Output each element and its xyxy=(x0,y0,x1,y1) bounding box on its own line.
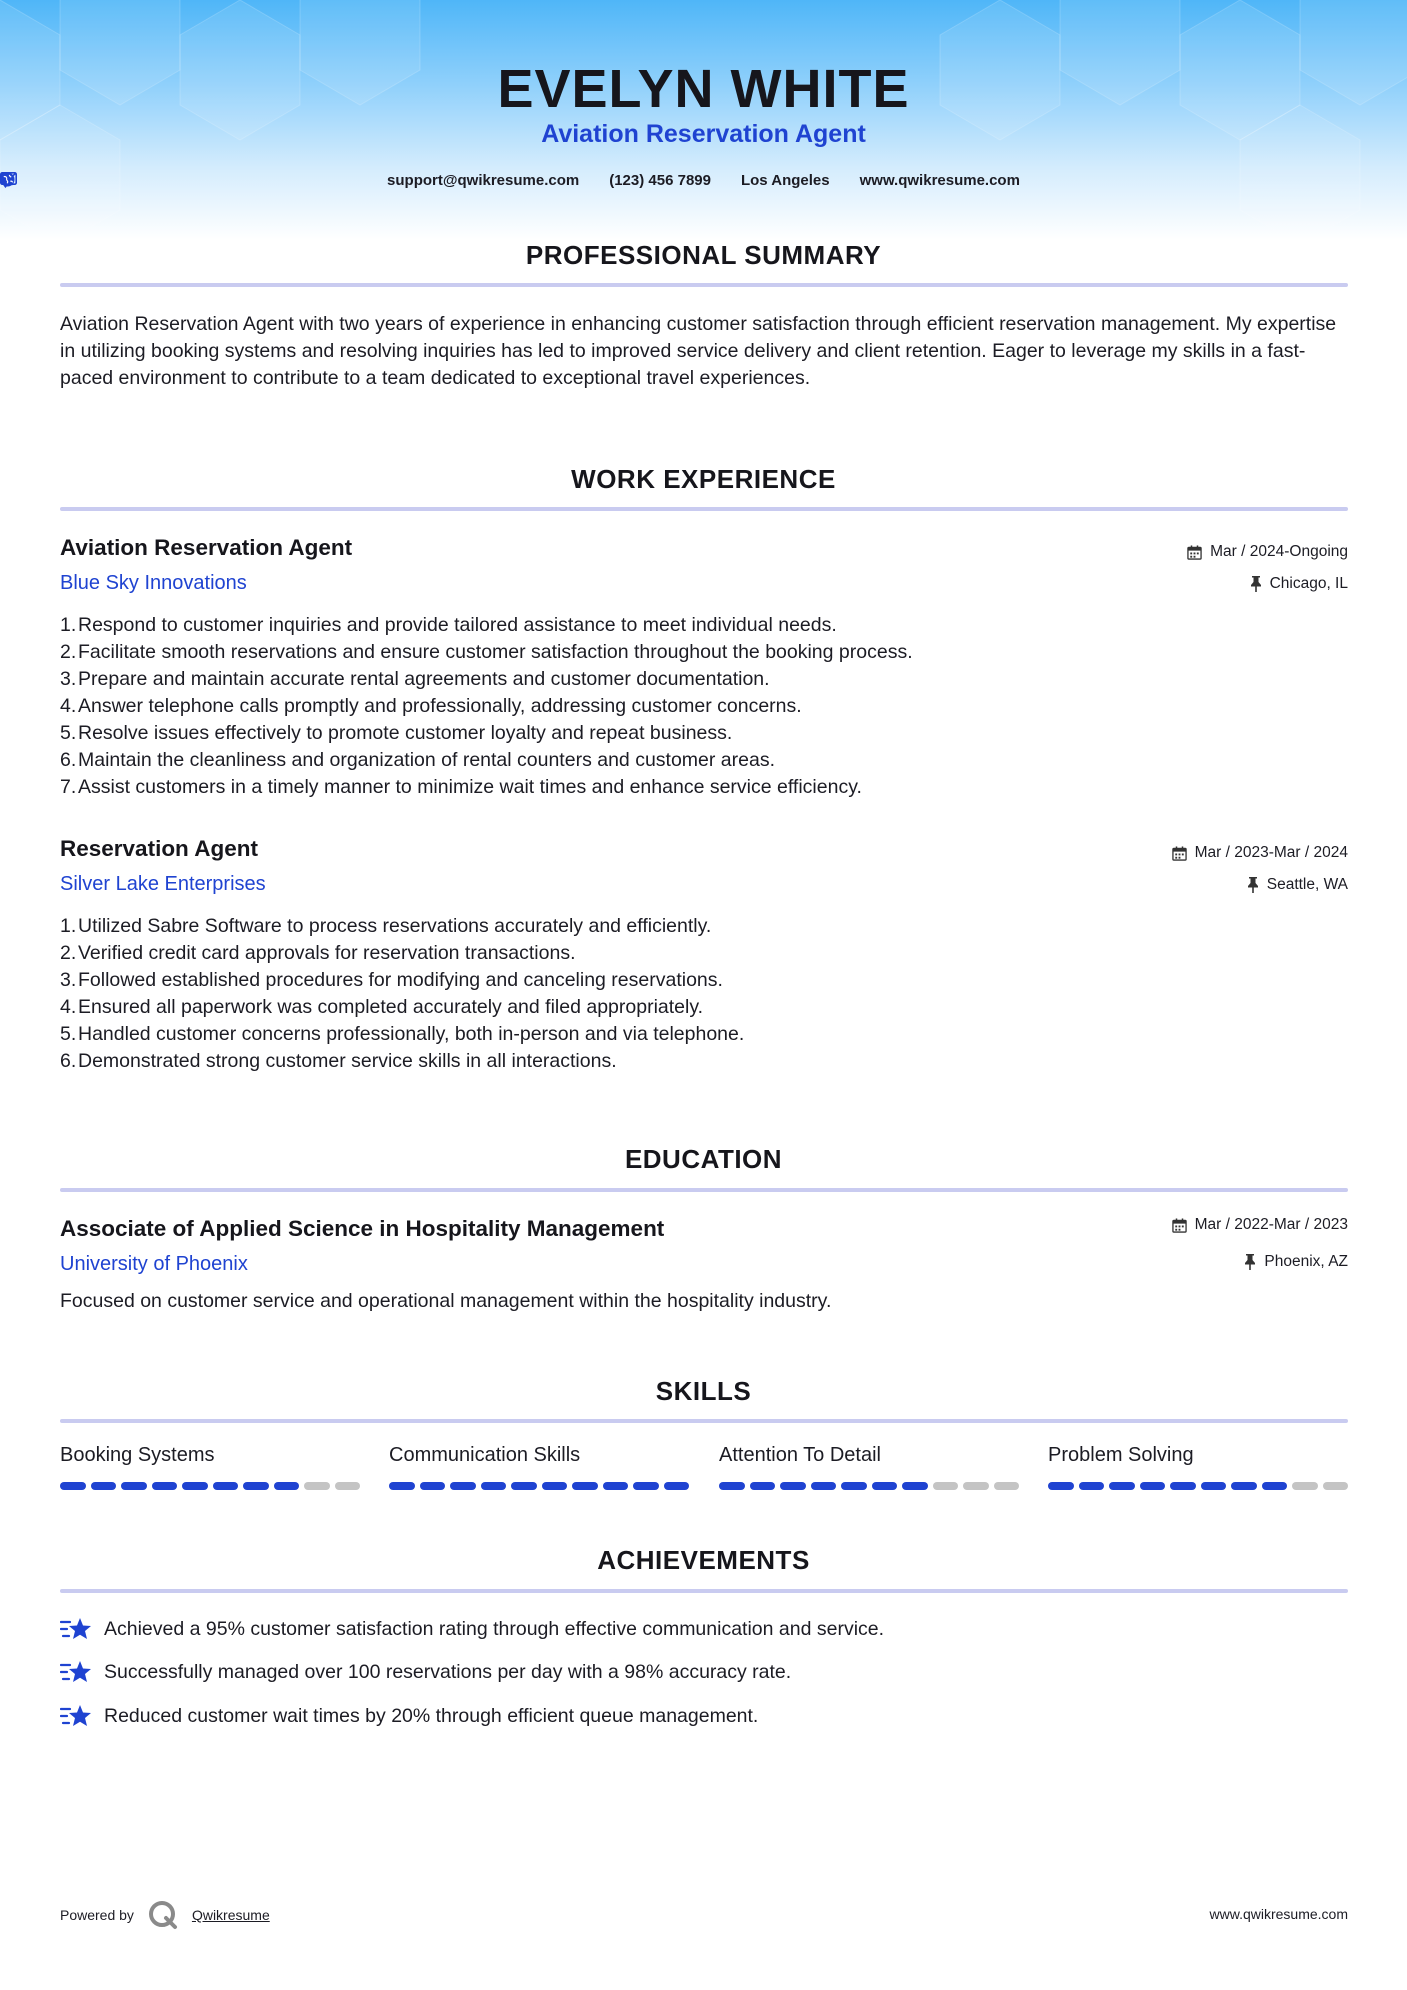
skill-segment-empty xyxy=(994,1482,1020,1490)
phone-text: (123) 456 7899 xyxy=(609,172,711,189)
skill-segment-filled xyxy=(60,1482,86,1490)
skill-segment-filled xyxy=(872,1482,898,1490)
contact-email[interactable] xyxy=(387,172,579,189)
candidate-role: Aviation Reservation Agent xyxy=(541,120,866,148)
list-item: 2. Facilitate smooth reservations and ensure customer satisfaction throughout the booking process. xyxy=(60,641,913,663)
job-company: Silver Lake Enterprises xyxy=(60,873,266,895)
job-location xyxy=(1250,575,1348,593)
job-dates-text: Mar / 2023-Mar / 2024 xyxy=(1194,844,1348,861)
skill-meter xyxy=(60,1482,360,1490)
shooting-star-icon xyxy=(60,1703,92,1729)
skill-segment-filled xyxy=(719,1482,745,1490)
skill-segment-empty xyxy=(963,1482,989,1490)
skill-segment-filled xyxy=(1109,1482,1135,1490)
skill-segment-filled xyxy=(542,1482,568,1490)
summary-divider xyxy=(60,283,1348,287)
achievements-divider xyxy=(60,1589,1348,1593)
skills-divider xyxy=(60,1419,1348,1423)
summary-text: Aviation Reservation Agent with two years of experience in enhancing customer satisfaction through efficient reservation management. My expertise in utilizing booking systems and resolving inquiries has led to improved service delivery and client retention. Eager to leverage my skills in a fast-paced environment to contribute to a team dedicated to exceptional travel experiences. xyxy=(60,313,1337,389)
skill-segment-filled xyxy=(811,1482,837,1490)
degree-title: Associate of Applied Science in Hospitality Management xyxy=(60,1216,665,1241)
contact-bar xyxy=(0,172,1407,189)
list-item: 4. Ensured all paperwork was completed accurately and filed appropriately. xyxy=(60,996,704,1018)
contact-location xyxy=(741,172,830,189)
skill-item xyxy=(389,1444,689,1490)
skill-segment-filled xyxy=(274,1482,300,1490)
skill-name: Communication Skills xyxy=(389,1444,581,1466)
candidate-name: EVELYN WHITE xyxy=(497,59,910,119)
skill-segment-filled xyxy=(243,1482,269,1490)
skill-segment-filled xyxy=(603,1482,629,1490)
duty-list xyxy=(60,612,1340,801)
achievement-text: Reduced customer wait times by 20% through efficient queue management. xyxy=(104,1704,759,1727)
skill-segment-filled xyxy=(389,1482,415,1490)
globe-icon xyxy=(0,172,15,187)
header-banner xyxy=(0,0,1407,240)
education-heading: EDUCATION xyxy=(624,1144,783,1174)
skill-segment-filled xyxy=(91,1482,117,1490)
website-text: www.qwikresume.com xyxy=(859,172,1020,189)
contact-website[interactable] xyxy=(860,172,1020,189)
job-location-text: Chicago, IL xyxy=(1269,575,1348,592)
email-text: support@qwikresume.com xyxy=(387,172,580,189)
job-dates xyxy=(1172,844,1348,862)
list-item: 1. Utilized Sabre Software to process reservations accurately and efficiently. xyxy=(60,915,712,937)
school-name: University of Phoenix xyxy=(60,1253,248,1275)
skill-segment-filled xyxy=(750,1482,776,1490)
skill-segment-empty xyxy=(1323,1482,1349,1490)
achievement-item xyxy=(60,1616,1340,1642)
calendar-icon xyxy=(1187,545,1202,560)
list-item: 1. Respond to customer inquiries and provide tailored assistance to meet individual needs. xyxy=(60,614,837,636)
skill-segment-filled xyxy=(450,1482,476,1490)
skill-meter xyxy=(719,1482,1019,1490)
skill-segment-filled xyxy=(572,1482,598,1490)
skill-segment-empty xyxy=(933,1482,959,1490)
skill-segment-empty xyxy=(304,1482,330,1490)
job-title: Reservation Agent xyxy=(60,836,258,861)
skill-segment-filled xyxy=(1048,1482,1074,1490)
list-item: 2. Verified credit card approvals for reservation transactions. xyxy=(60,942,576,964)
achievement-item xyxy=(60,1703,1340,1729)
list-item: 5. Handled customer concerns professionally, both in-person and via telephone. xyxy=(60,1023,745,1045)
skill-segment-filled xyxy=(511,1482,537,1490)
calendar-icon xyxy=(1172,846,1187,861)
skill-segment-filled xyxy=(1262,1482,1288,1490)
education-location-text: Phoenix, AZ xyxy=(1264,1253,1348,1270)
skill-segment-filled xyxy=(182,1482,208,1490)
skill-name: Attention To Detail xyxy=(719,1444,881,1466)
duty-list xyxy=(60,913,1340,1075)
skill-segment-filled xyxy=(841,1482,867,1490)
calendar-icon xyxy=(1172,1218,1187,1233)
skill-segment-filled xyxy=(213,1482,239,1490)
skill-segment-filled xyxy=(780,1482,806,1490)
achievement-item xyxy=(60,1659,1340,1685)
skill-segment-filled xyxy=(121,1482,147,1490)
skill-name: Booking Systems xyxy=(60,1444,215,1466)
skill-segment-filled xyxy=(633,1482,659,1490)
skill-segment-filled xyxy=(1079,1482,1105,1490)
shooting-star-icon xyxy=(60,1659,92,1685)
skill-segment-filled xyxy=(152,1482,178,1490)
skills-heading: SKILLS xyxy=(655,1376,752,1406)
shooting-star-icon xyxy=(60,1616,92,1642)
education-description: Focused on customer service and operational management within the hospitality industry. xyxy=(60,1290,832,1312)
skill-segment-filled xyxy=(1201,1482,1227,1490)
skill-item xyxy=(60,1444,360,1490)
contact-phone[interactable] xyxy=(609,172,711,189)
skill-segment-filled xyxy=(1140,1482,1166,1490)
experience-heading: WORK EXPERIENCE xyxy=(571,464,836,494)
job-dates-text: Mar / 2024-Ongoing xyxy=(1210,543,1348,560)
skill-meter xyxy=(389,1482,689,1490)
skill-item xyxy=(1048,1444,1348,1490)
skill-name: Problem Solving xyxy=(1048,1444,1194,1466)
list-item: 3. Followed established procedures for modifying and canceling reservations. xyxy=(60,969,723,991)
education-dates xyxy=(1172,1216,1348,1234)
list-item: 5. Resolve issues effectively to promote customer loyalty and repeat business. xyxy=(60,722,733,744)
footer-branding xyxy=(60,1900,270,1930)
achievement-text: Successfully managed over 100 reservations per day with a 98% accuracy rate. xyxy=(104,1660,792,1683)
skill-segment-filled xyxy=(481,1482,507,1490)
list-item: 7. Assist customers in a timely manner to minimize wait times and enhance service efficiency. xyxy=(60,776,862,798)
location-text: Los Angeles xyxy=(740,172,830,189)
job-location xyxy=(1247,876,1348,894)
list-item: 4. Answer telephone calls promptly and professionally, addressing customer concerns. xyxy=(60,695,802,717)
achievement-text: Achieved a 95% customer satisfaction rating through effective communication and service. xyxy=(104,1617,885,1640)
footer-url[interactable]: www.qwikresume.com xyxy=(1209,1906,1348,1922)
job-location-text: Seattle, WA xyxy=(1266,876,1348,893)
pushpin-icon xyxy=(1250,576,1262,592)
powered-by-label: Powered by xyxy=(60,1907,134,1923)
summary-heading: PROFESSIONAL SUMMARY xyxy=(525,240,882,270)
list-item: 6. Maintain the cleanliness and organization of rental counters and customer areas. xyxy=(60,749,775,771)
job-dates xyxy=(1187,543,1348,561)
skill-segment-filled xyxy=(420,1482,446,1490)
education-dates-text: Mar / 2022-Mar / 2023 xyxy=(1194,1216,1348,1233)
skill-segment-empty xyxy=(335,1482,361,1490)
brand-link[interactable]: Qwikresume xyxy=(191,1907,270,1923)
education-location xyxy=(1244,1253,1348,1271)
pushpin-icon xyxy=(1247,877,1259,893)
education-divider xyxy=(60,1188,1348,1192)
skill-segment-empty xyxy=(1292,1482,1318,1490)
skill-segment-filled xyxy=(902,1482,928,1490)
job-company: Blue Sky Innovations xyxy=(60,572,247,594)
experience-divider xyxy=(60,507,1348,511)
list-item: 3. Prepare and maintain accurate rental agreements and customer documentation. xyxy=(60,668,770,690)
achievements-heading: ACHIEVEMENTS xyxy=(597,1545,810,1575)
job-title: Aviation Reservation Agent xyxy=(60,535,353,560)
list-item: 6. Demonstrated strong customer service skills in all interactions. xyxy=(60,1050,617,1072)
skill-segment-filled xyxy=(1231,1482,1257,1490)
skill-segment-filled xyxy=(664,1482,690,1490)
skill-segment-filled xyxy=(1170,1482,1196,1490)
skill-meter xyxy=(1048,1482,1348,1490)
skill-item xyxy=(719,1444,1019,1490)
pushpin-icon xyxy=(1244,1254,1256,1270)
qwikresume-logo-icon xyxy=(148,1900,178,1930)
